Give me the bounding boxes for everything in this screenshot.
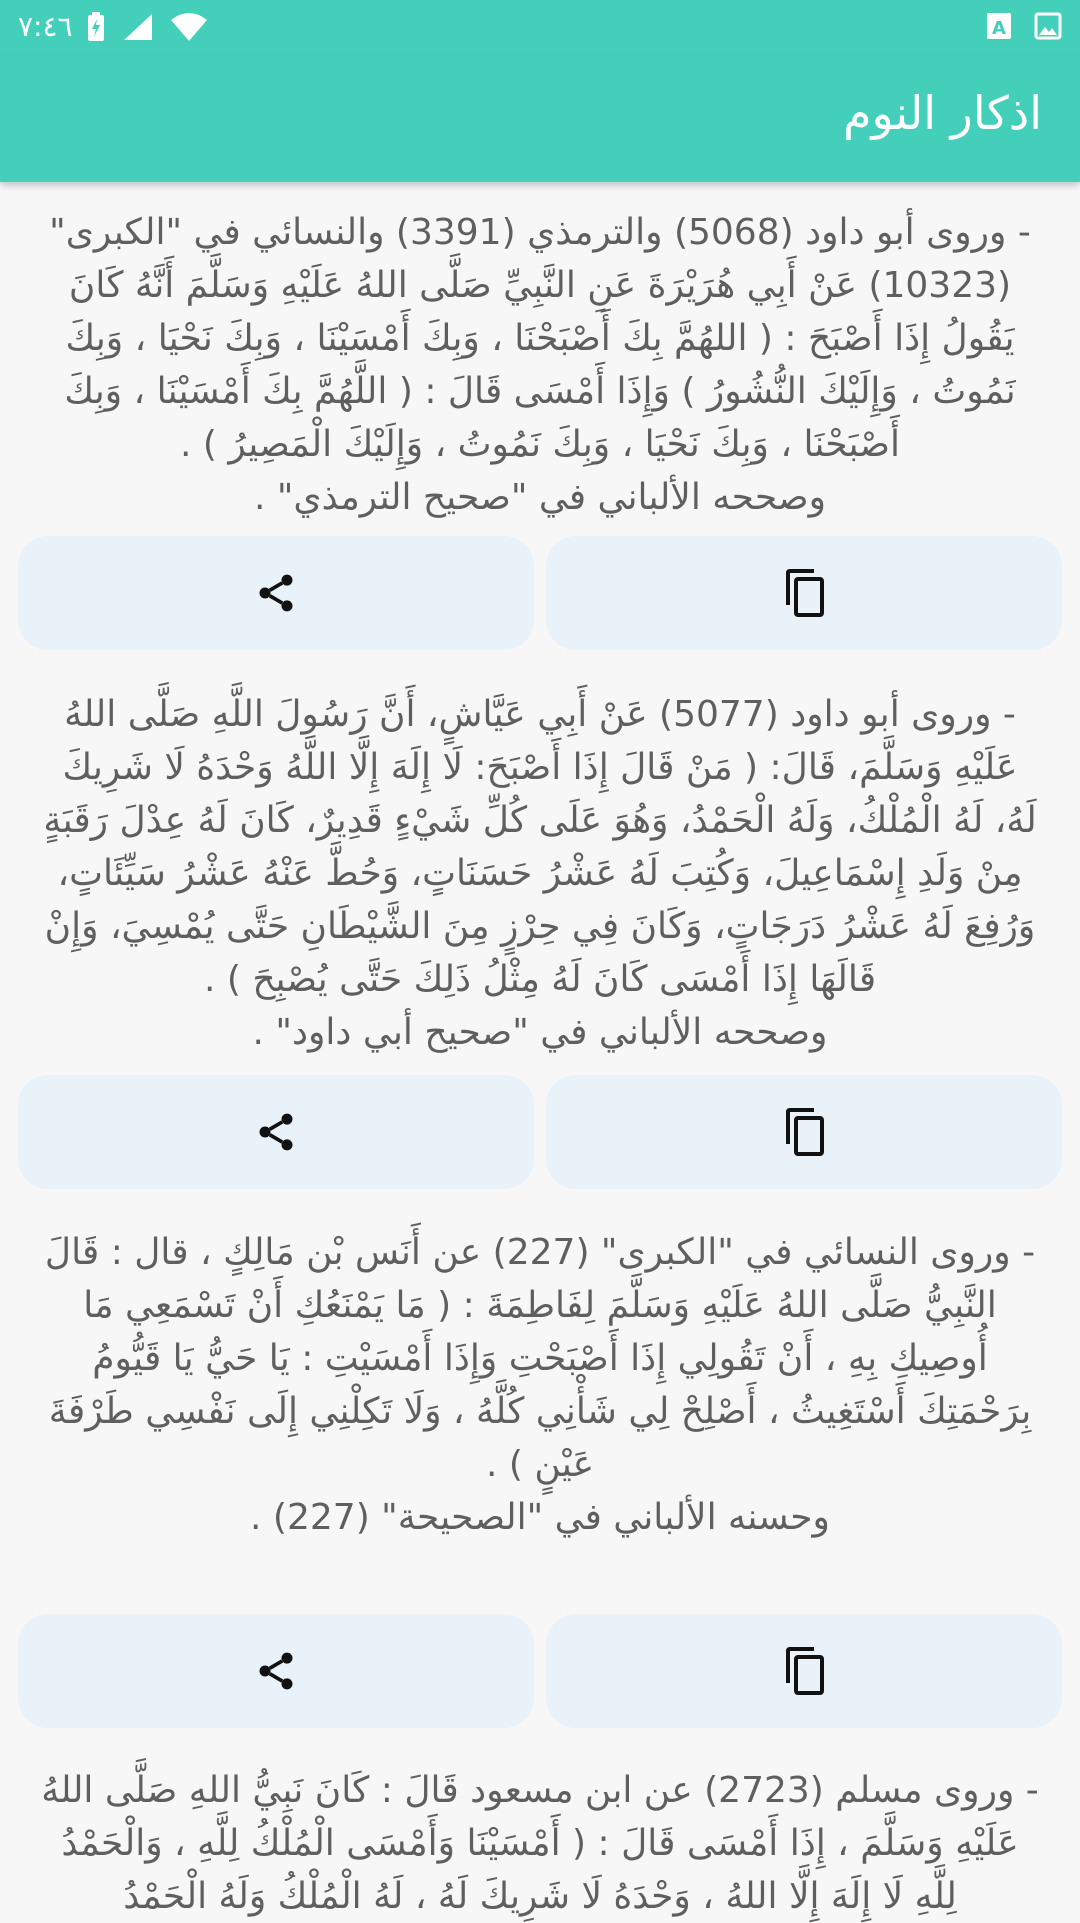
share-button[interactable] bbox=[18, 536, 534, 650]
copy-button[interactable] bbox=[546, 1614, 1062, 1728]
dhikr-card bbox=[0, 206, 1080, 524]
share-icon bbox=[254, 1649, 298, 1693]
dhikr-card bbox=[0, 688, 1080, 1059]
card-actions bbox=[18, 1075, 1062, 1189]
a-box-icon bbox=[986, 12, 1012, 44]
app-title: اذكار النوم bbox=[843, 86, 1042, 140]
share-button[interactable] bbox=[18, 1075, 534, 1189]
share-icon bbox=[254, 1110, 298, 1154]
svg-text:A: A bbox=[992, 18, 1006, 39]
share-button[interactable] bbox=[18, 1614, 534, 1728]
status-icons-right bbox=[986, 12, 1062, 44]
dhikr-text: - وروى أبو داود (5077) عَنْ أَبِي عَيَّاشٍ، أَنَّ رَسُولَ اللَّهِ صَلَّى اللهُ عَلَيْهِ وَسَلَّمَ، قَالَ: ( مَنْ قَالَ إِذَا أَصْبَحَ: لَا إِلَهَ إِلَّا اللَّهُ وَحْدَهُ لَا شَرِيكَ لَهُ، لَهُ الْمُلْكُ، وَلَهُ الْحَمْدُ، وَهُوَ عَلَى كُلِّ شَيْءٍ قَدِيرٌ، كَانَ لَهُ عِدْلَ رَقَبَةٍ مِنْ وَلَدِ إِسْمَاعِيلَ، وَكُتِبَ لَهُ عَشْرُ حَسَنَاتٍ، وَحُطَّ عَنْهُ عَشْرُ سَيِّئَاتٍ، وَرُفِعَ لَهُ عَشْرُ دَرَجَاتٍ، وَكَانَ فِي حِرْزٍ مِنَ الشَّيْطَانِ حَتَّى يُمْسِيَ، وَإِنْ قَالَهَا إِذَا أَمْسَى كَانَ لَهُ مِثْلُ ذَلِكَ حَتَّى يُصْبِحَ ) . وصححه الألباني في "صحيح أبي داود" . bbox=[43, 694, 1037, 1053]
dhikr-text: - وروى النسائي في "الكبرى" (227) عن أَنَس بْن مَالِكٍ ، قال : قَالَ النَّبِيُّ صَلَّى اللهُ عَلَيْهِ وَسَلَّمَ لِفَاطِمَةَ : ( مَا يَمْنَعُكِ أَنْ تَسْمَعِي مَا أُوصِيكِ بِهِ ، أَنْ تَقُولِي إِذَا أَصْبَحْتِ وَإِذَا أَمْسَيْتِ : يَا حَيُّ يَا قَيُّومُ بِرَحْمَتِكَ أَسْتَغِيثُ ، أَصْلِحْ لِي شَأْنِي كُلَّهُ ، وَلَا تَكِلْنِي إِلَى نَفْسِي طَرْفَةَ عَيْنٍ ) . وحسنه الألباني في "الصحيحة" (227) . bbox=[44, 1232, 1036, 1538]
card-actions bbox=[18, 536, 1062, 650]
dhikr-card bbox=[0, 1226, 1080, 1544]
dhikr-text: - وروى مسلم (2723) عن ابن مسعود قَالَ : كَانَ نَبِيُّ اللهِ صَلَّى اللهُ عَلَيْهِ وَسَلَّمَ ، إِذَا أَمْسَى قَالَ : ( أَمْسَيْنَا وَأَمْسَى الْمُلْكُ لِلَّهِ ، وَالْحَمْدُ لِلَّهِ لَا إِلَهَ إِلَّا اللهُ ، وَحْدَهُ لَا شَرِيكَ لَهُ ، لَهُ الْمُلْكُ وَلَهُ الْحَمْدُ bbox=[41, 1770, 1039, 1917]
copy-button[interactable] bbox=[546, 1075, 1062, 1189]
status-bar bbox=[0, 0, 1080, 56]
copy-button[interactable] bbox=[546, 536, 1062, 650]
battery-charging-icon bbox=[86, 12, 106, 46]
share-icon bbox=[254, 571, 298, 615]
copy-icon bbox=[780, 1106, 828, 1158]
signal-icon bbox=[122, 12, 154, 46]
image-icon bbox=[1034, 12, 1062, 44]
copy-icon bbox=[780, 567, 828, 619]
card-actions bbox=[18, 1614, 1062, 1728]
status-time: ٧:٤٦ bbox=[18, 10, 73, 43]
app-bar bbox=[0, 56, 1080, 182]
dhikr-text: - وروى أبو داود (5068) والترمذي (3391) والنسائي في "الكبرى" (10323) عَنْ أَبِي هُرَيْرَةَ عَنِ النَّبِيِّ صَلَّى اللهُ عَلَيْهِ وَسَلَّمَ أَنَّهُ كَانَ يَقُولُ إِذَا أَصْبَحَ : ( اللهُمَّ بِكَ أَصْبَحْنَا ، وَبِكَ أَمْسَيْنَا ، وَبِكَ نَحْيَا ، وَبِكَ نَمُوتُ ، وَإِلَيْكَ النُّشُورُ ) وَإِذَا أَمْسَى قَالَ : ( اللَّهُمَّ بِكَ أَمْسَيْنَا ، وَبِكَ أَصْبَحْنَا ، وَبِكَ نَحْيَا ، وَبِكَ نَمُوتُ ، وَإِلَيْكَ الْمَصِيرُ ) . وصححه الألباني في "صحيح الترمذي" . bbox=[49, 212, 1031, 518]
dhikr-card bbox=[0, 1764, 1080, 1923]
wifi-icon bbox=[170, 12, 208, 46]
copy-icon bbox=[780, 1645, 828, 1697]
status-icons-left bbox=[86, 12, 208, 46]
